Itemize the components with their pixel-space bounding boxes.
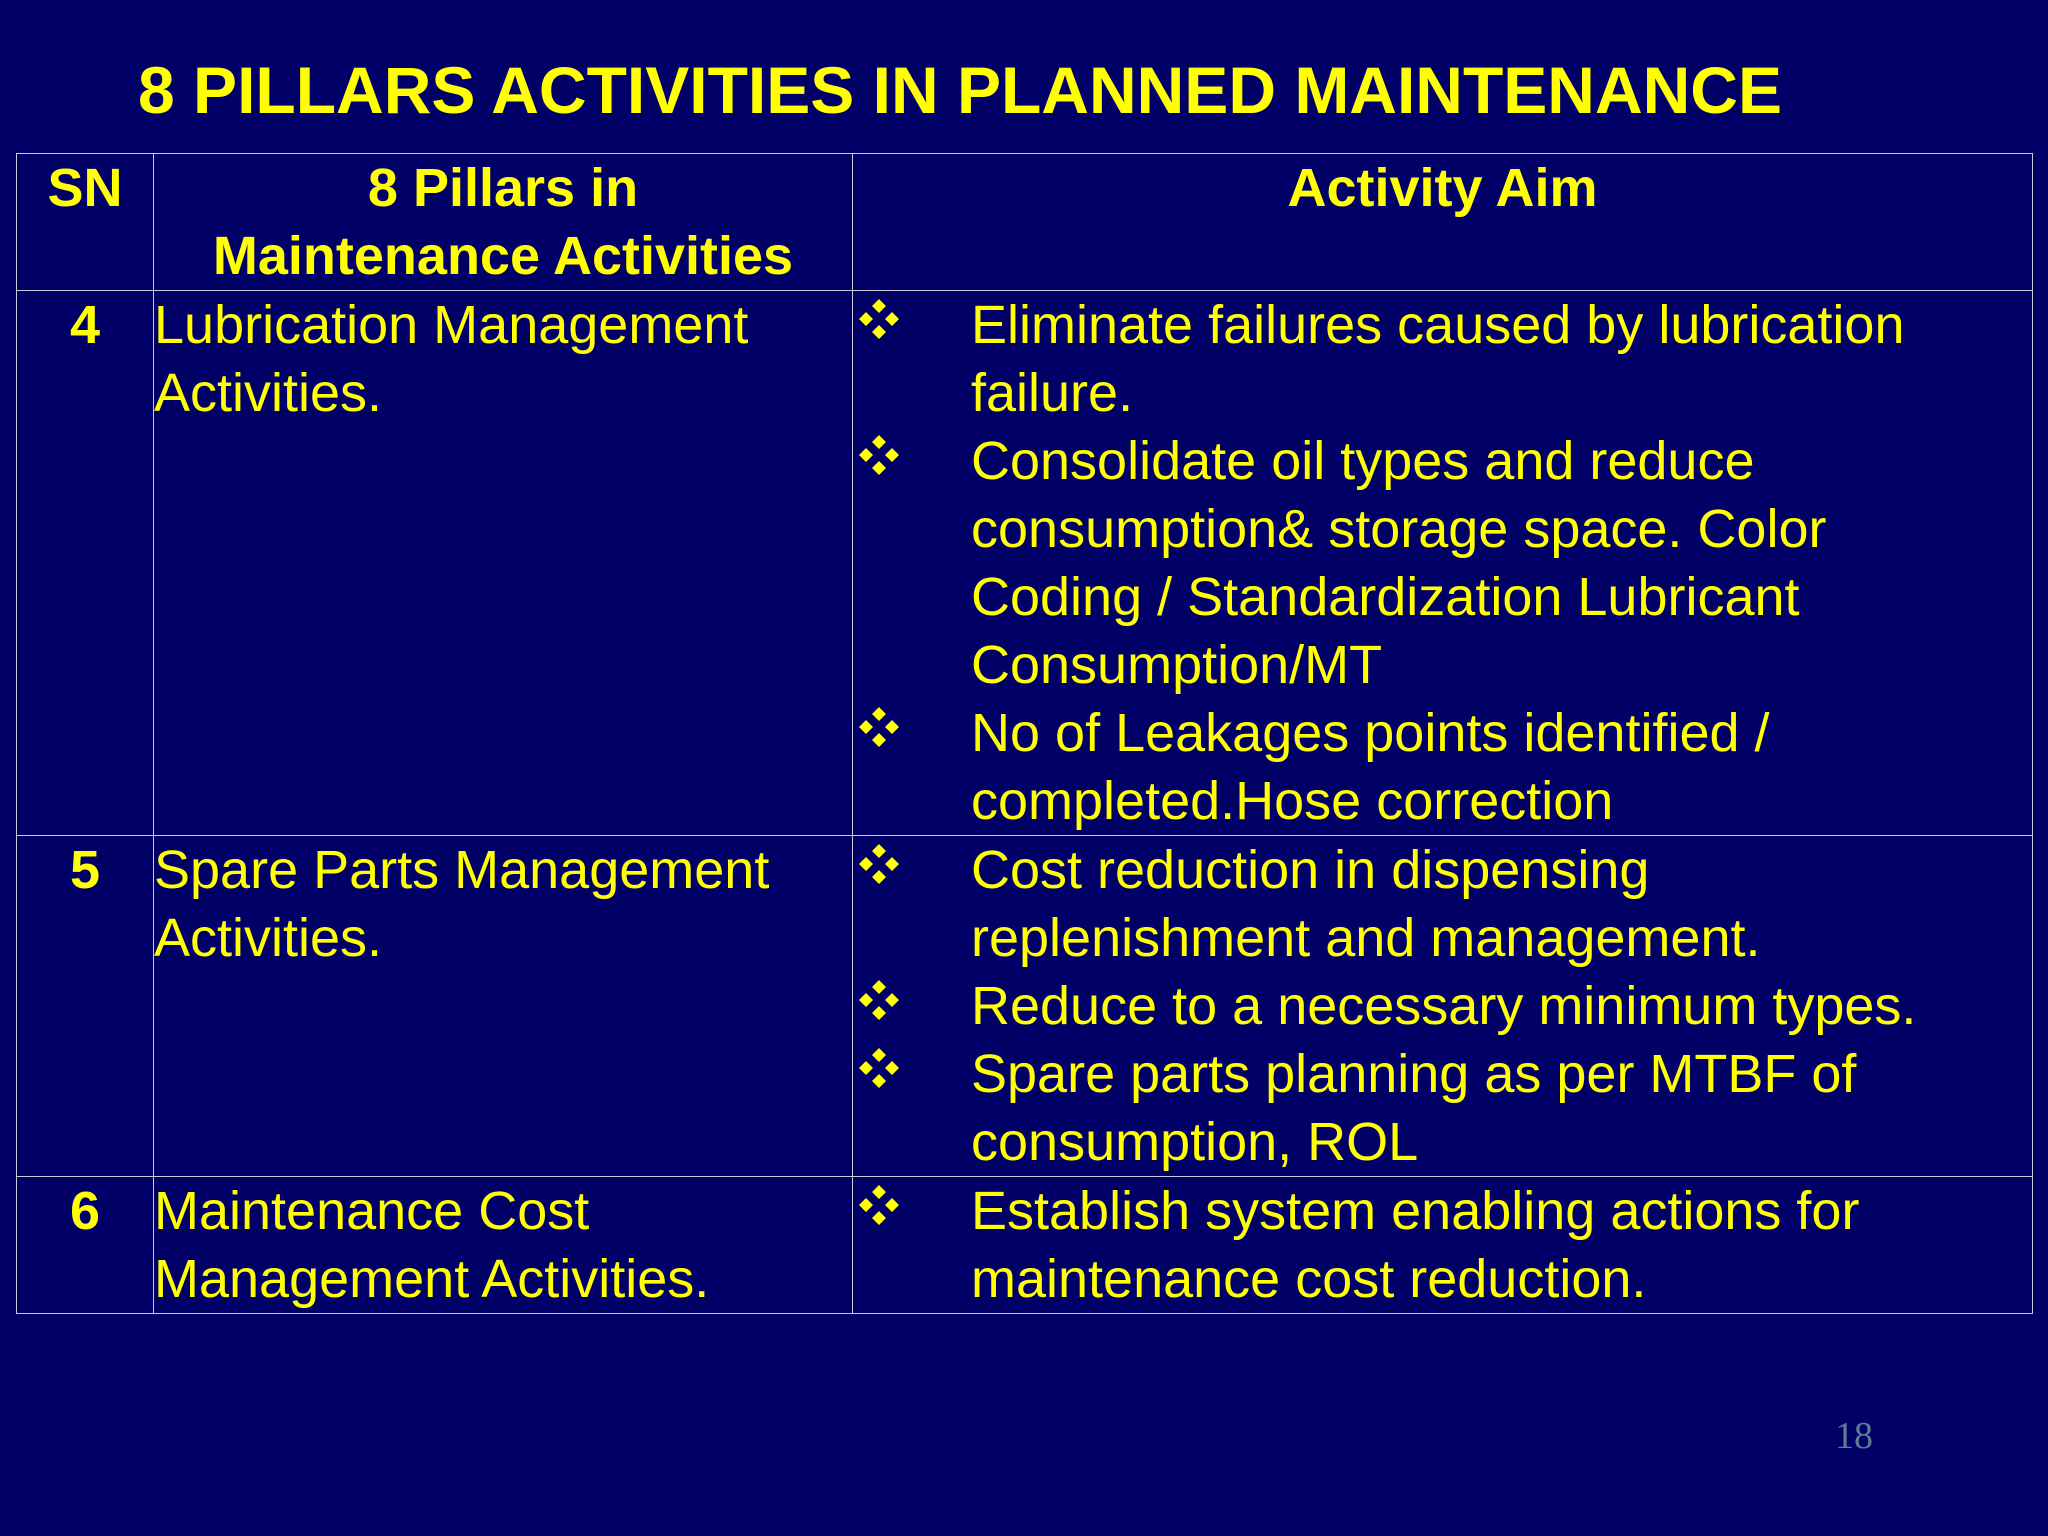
aim-item [853,1177,2032,1313]
row-pillar [154,836,853,1177]
slide-title: 8 PILLARS ACTIVITIES IN PLANNED MAINTENANCE [138,53,1782,127]
aim-line: completed.Hose correction [971,771,1614,831]
header-pillar-line: Maintenance Activities [212,226,794,286]
page-number: 18 [1835,1415,1873,1457]
pillar-line: Lubrication Management [154,295,749,355]
row-aims [853,1177,2033,1314]
aim-line: Spare parts planning as per MTBF of [971,1044,1857,1104]
aim-line: consumption& storage space. Color [971,499,1827,559]
row-sn: 6 [17,1177,154,1314]
aim-line: consumption, ROL [971,1112,1419,1172]
aim-text [971,699,1770,835]
row-pillar [154,1177,853,1314]
aim-text [971,836,1761,972]
pillar-line: Spare Parts Management [154,840,770,900]
four-diamond-bullet-icon [853,972,971,1040]
header-aim: Activity Aim [853,154,2033,291]
aim-line: Eliminate failures caused by lubrication [971,295,1905,355]
four-diamond-bullet-icon [853,836,971,904]
row-aims [853,836,2033,1177]
four-diamond-bullet-icon [853,1177,971,1245]
aim-line: replenishment and management. [971,908,1761,968]
table-row [17,291,2033,836]
aim-text [971,427,1826,699]
aim-line: Cost reduction in dispensing [971,840,1650,900]
aim-text [971,972,1916,1040]
row-sn: 4 [17,291,154,836]
header-sn: SN [17,154,154,291]
four-diamond-bullet-icon [853,699,971,767]
aim-line: Reduce to a necessary minimum types. [971,976,1917,1036]
aim-line: Consolidate oil types and reduce [971,431,1755,491]
aim-line: maintenance cost reduction. [971,1249,1647,1309]
aim-line: Establish system enabling actions for [971,1181,1860,1241]
pillar-line: Activities. [154,908,383,968]
four-diamond-bullet-icon [853,1040,971,1108]
pillars-table [16,153,2033,1314]
aim-line: No of Leakages points identified / [971,703,1770,763]
four-diamond-bullet-icon [853,291,971,359]
four-diamond-bullet-icon [853,427,971,495]
header-pillar-line: 8 Pillars in [367,158,639,218]
aim-line: Consumption/MT [971,635,1383,695]
row-aims [853,291,2033,836]
aim-item [853,699,2032,835]
pillar-line: Management Activities. [154,1249,710,1309]
table-header-row [17,154,2033,291]
aim-line: failure. [971,363,1134,423]
table-row [17,1177,2033,1314]
row-sn: 5 [17,836,154,1177]
aim-item [853,427,2032,699]
aim-text [971,1040,1856,1176]
row-pillar [154,291,853,836]
aim-item [853,836,2032,972]
table-row [17,836,2033,1177]
aim-line: Coding / Standardization Lubricant [971,567,1800,627]
header-pillar [154,154,853,291]
aim-text [971,1177,1859,1313]
aim-item [853,291,2032,427]
aim-item [853,972,2032,1040]
pillar-line: Activities. [154,363,383,423]
aim-item [853,1040,2032,1176]
aim-text [971,291,1904,427]
pillar-line: Maintenance Cost [154,1181,590,1241]
